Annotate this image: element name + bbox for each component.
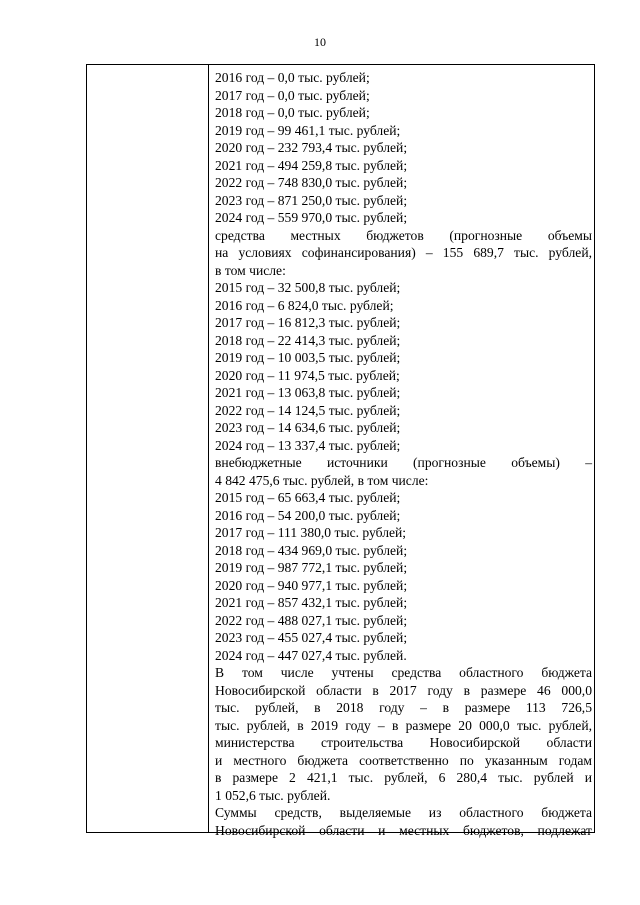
- text-line: 2022 год – 748 830,0 тыс. рублей;: [215, 175, 408, 190]
- text-line: на условиях софинансирования) – 155 689,7 тыс. рублей,: [215, 245, 592, 260]
- text-line: Новосибирской области в 2017 году в размере 46 000,0: [215, 682, 592, 698]
- text-line: 2018 год – 22 414,3 тыс. рублей;: [215, 332, 401, 348]
- text-line: 2020 год – 11 974,5 тыс. рублей;: [215, 367, 400, 383]
- text-line: 2024 год – 13 337,4 тыс. рублей;: [215, 437, 401, 453]
- funding-cell: [215, 69, 592, 839]
- text-line: 2018 год – 0,0 тыс. рублей;: [215, 105, 370, 120]
- text-line: 2021 год – 494 259,8 тыс. рублей;: [215, 157, 408, 173]
- text-line: 2022 год – 488 027,1 тыс. рублей;: [215, 612, 408, 628]
- text-line: 2016 год – 6 824,0 тыс. рублей;: [215, 297, 394, 313]
- text-line: министерства строительства Новосибирской области: [215, 735, 592, 750]
- text-line: 2018 год – 434 969,0 тыс. рублей;: [215, 542, 408, 558]
- text-line: внебюджетные источники (прогнозные объемы) –: [215, 455, 592, 470]
- page-number: 10: [314, 35, 326, 49]
- text-line: в том числе:: [215, 262, 286, 278]
- text-line: 2021 год – 13 063,8 тыс. рублей;: [215, 385, 401, 400]
- text-line: 2017 год – 16 812,3 тыс. рублей;: [215, 315, 401, 330]
- text-line: 2019 год – 10 003,5 тыс. рублей;: [215, 350, 401, 365]
- text-line: 2021 год – 857 432,1 тыс. рублей;: [215, 595, 408, 610]
- text-line: 2017 год – 111 380,0 тыс. рублей;: [215, 525, 407, 540]
- text-line: и местного бюджета соответственно по указанным годам: [215, 752, 592, 768]
- text-line: 4 842 475,6 тыс. рублей, в том числе:: [215, 472, 429, 488]
- text-line: 2017 год – 0,0 тыс. рублей;: [215, 87, 370, 103]
- text-line: 2015 год – 65 663,4 тыс. рублей;: [215, 490, 401, 505]
- text-line: Суммы средств, выделяемые из областного бюджета: [215, 805, 592, 820]
- text-line: 2024 год – 447 027,4 тыс. рублей.: [215, 647, 407, 663]
- text-line: в размере 2 421,1 тыс. рублей, 6 280,4 тыс. рублей и: [215, 770, 592, 785]
- text-line: 2016 год – 0,0 тыс. рублей;: [215, 70, 370, 85]
- text-line: В том числе учтены средства областного бюджета: [215, 665, 592, 680]
- column-divider: [208, 65, 209, 832]
- text-line: 2019 год – 99 461,1 тыс. рублей;: [215, 122, 401, 138]
- text-line: тыс. рублей, в 2019 году – в размере 20 000,0 тыс. рублей,: [215, 717, 592, 733]
- text-line: 2020 год – 232 793,4 тыс. рублей;: [215, 140, 408, 155]
- text-line: 2023 год – 455 027,4 тыс. рублей;: [215, 630, 408, 645]
- text-line: 2023 год – 14 634,6 тыс. рублей;: [215, 420, 401, 435]
- text-line: средства местных бюджетов (прогнозные объемы: [215, 227, 592, 243]
- text-line: 2023 год – 871 250,0 тыс. рублей;: [215, 192, 408, 208]
- text-line: Новосибирской области и местных бюджетов, подлежат: [215, 822, 592, 838]
- text-line: 2022 год – 14 124,5 тыс. рублей;: [215, 402, 401, 418]
- program-table: [86, 64, 595, 838]
- text-line: 2024 год – 559 970,0 тыс. рублей;: [215, 210, 408, 225]
- text-line: 2020 год – 940 977,1 тыс. рублей;: [215, 577, 408, 593]
- text-line: тыс. рублей, в 2018 году – в размере 113 726,5: [215, 700, 592, 715]
- text-line: 2019 год – 987 772,1 тыс. рублей;: [215, 560, 408, 575]
- text-line: 1 052,6 тыс. рублей.: [215, 787, 331, 803]
- text-line: 2015 год – 32 500,8 тыс. рублей;: [215, 280, 401, 295]
- text-line: 2016 год – 54 200,0 тыс. рублей;: [215, 507, 401, 523]
